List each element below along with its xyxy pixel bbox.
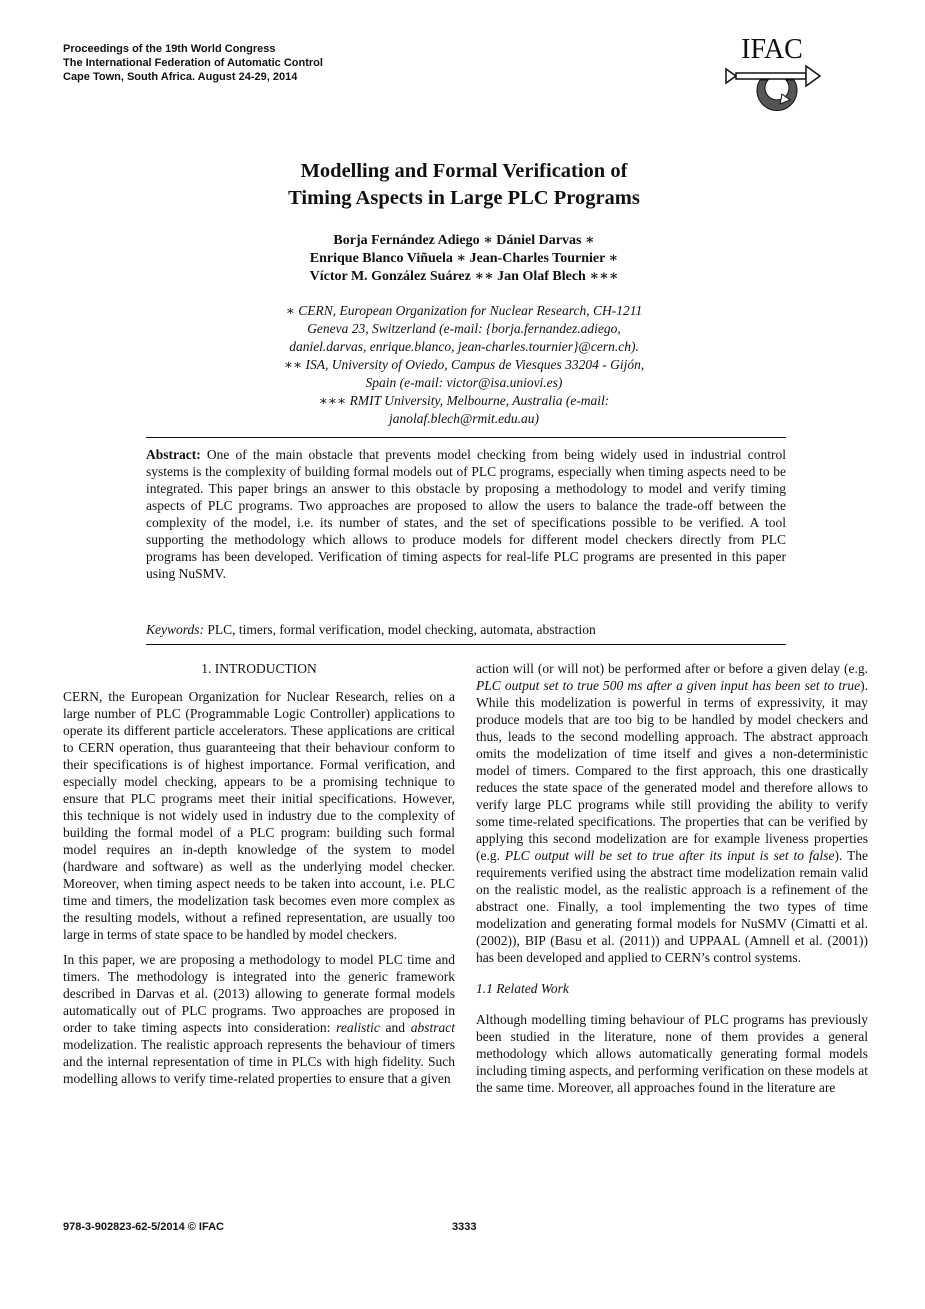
left-column (63, 660, 455, 1095)
affiliation-line: daniel.darvas, enrique.blanco, jean-charles.tournier}@cern.ch). (289, 339, 639, 354)
intro-paragraph-2: In this paper, we are proposing a methodology to model PLC time and timers. The methodology is integrated into the generic framework described in Darvas et al. (2013) allowing to generate formal models automatically out of PLC programs. Two approaches are proposed in order to take timing aspects into consideration: realistic and abstract modelization. The realistic approach represents the behaviour of timers and the internal representation of time in PLCs with high fidelity. Such modelling allows to verify time-related properties to ensure that a given (63, 952, 456, 1086)
authors-line-1: Borja Fernández Adiego ∗ Dániel Darvas ∗ (333, 233, 595, 248)
paper-title (150, 158, 778, 212)
author-list (150, 232, 778, 286)
keywords-bottom-rule (146, 644, 786, 645)
authors-line-2: Enrique Blanco Viñuela ∗ Jean-Charles Tournier ∗ (309, 251, 619, 266)
header-line-2: The International Federation of Automatic Control (63, 57, 323, 69)
title-line-2: Timing Aspects in Large PLC Programs (288, 187, 640, 209)
abstract-label: Abstract: (146, 447, 201, 462)
right-column (476, 660, 868, 1104)
footer-isbn: 978-3-902823-62-5/2014 © IFAC (63, 1221, 224, 1233)
keywords-label: Keywords: (146, 622, 204, 637)
ifac-logo-text: IFAC (741, 36, 803, 65)
keywords (146, 621, 786, 638)
intro-paragraph-1: CERN, the European Organization for Nuclear Research, relies on a large number of PLC (Programmable Logic Controller) applications to operate its different particle accelerators. These applications are critical to CERN operation, thus guaranteeing that their behaviour conform to their specifications is of highest importance. Formal verification, and especially model checking, appears to be a promising technique to ensure that PLC programs meet their initial specifications. However, this technique is not widely used in industry due to the complexity of building the formal model of a PLC program: building such formal model requires an in-depth knowledge of the system to model (hardware and software) as well as the underlying model checker. Moreover, when timing aspect needs to be taken into account, i.e. PLC time and timers, the modelization task becomes even more complex as the resulting models, without a refined representation, are usually too large in terms of state space to be handled by model checkers. (63, 689, 455, 942)
subsection-heading: 1.1 Related Work (476, 981, 569, 996)
ifac-logo (722, 36, 822, 116)
authors-line-3: Víctor M. González Suárez ∗∗ Jan Olaf Blech ∗∗∗ (309, 269, 619, 284)
abstract-text: One of the main obstacle that prevents model checking from being widely used in industrial control systems is the complexity of building formal models out of PLC programs, especially when timing aspects need to be integrated. This paper brings an answer to this obstacle by proposing a methodology to model and verify timing aspects of PLC programs. Two approaches are proposed to allow the users to balance the trade-off between the complexity of the model, i.e. its number of states, and the set of specifications possible to be verified. A tool supporting the methodology which allows to produce models for different model checkers directly from PLC programs has been developed. Verification of timing aspects for real-life PLC programs are presented in this paper using NuSMV. (146, 447, 787, 581)
affiliation-line: Geneva 23, Switzerland (e-mail: {borja.fernandez.adiego, (307, 321, 621, 336)
page-number: 3333 (452, 1221, 477, 1233)
title-line-1: Modelling and Formal Verification of (300, 160, 628, 182)
affiliation-line: ∗∗∗ RMIT University, Melbourne, Australia (e-mail: (318, 393, 610, 408)
intro-paragraph-3: action will (or will not) be performed after or before a given delay (e.g. PLC output set to true 500 ms after a given input has been set to true). While this modelization is powerful in terms of expressivity, it may produce models that are too big to be handled by model checkers and thus, leads to the second modelling approach. The abstract approach omits the modelization of time itself and gives a non-deterministic model of timers. Compared to the first approach, this one drastically reduces the state space of the generated model and therefore allows to verify large PLC programs while still providing the ability to verify some time-related specifications. The properties that can be verified by applying this second modelization are for example liveness properties (e.g. PLC output will be set to true after its input is set to false). The requirements verified using the abstract time modelization remain valid on the realistic model, as the realistic approach is a refinement of the abstract one. Finally, a tool implementing the two types of time modelization and generating formal models for NuSMV (Cimatti et al. (2002)), BIP (Basu et al. (2011)) and UPPAAL (Amnell et al. (2001)) has been developed and applied to CERN’s control systems. (476, 661, 868, 965)
affiliations (150, 302, 778, 428)
header-line-3: Cape Town, South Africa. August 24-29, 2014 (63, 71, 298, 83)
affiliation-line: Spain (e-mail: victor@isa.uniovi.es) (365, 375, 563, 390)
affiliation-line: ∗ CERN, European Organization for Nuclear Research, CH-1211 (285, 303, 643, 318)
header-line-1: Proceedings of the 19th World Congress (63, 43, 276, 55)
section-heading: 1. INTRODUCTION (201, 661, 317, 676)
affiliation-line: ∗∗ ISA, University of Oviedo, Campus de Viesques 33204 - Gijón, (283, 357, 645, 372)
proceedings-header (63, 42, 323, 84)
abstract-top-rule (146, 437, 786, 438)
related-work-paragraph: Although modelling timing behaviour of PLC programs has previously been studied in the literature, none of them provides a general methodology which allows automatically generating formal models including timing aspects, and performing verification on these models at the same time. Moreover, all approaches found in the literature are (476, 1012, 868, 1095)
affiliation-line: janolaf.blech@rmit.edu.au) (388, 411, 540, 426)
abstract (146, 446, 786, 582)
keywords-text: PLC, timers, formal verification, model checking, automata, abstraction (207, 622, 596, 637)
